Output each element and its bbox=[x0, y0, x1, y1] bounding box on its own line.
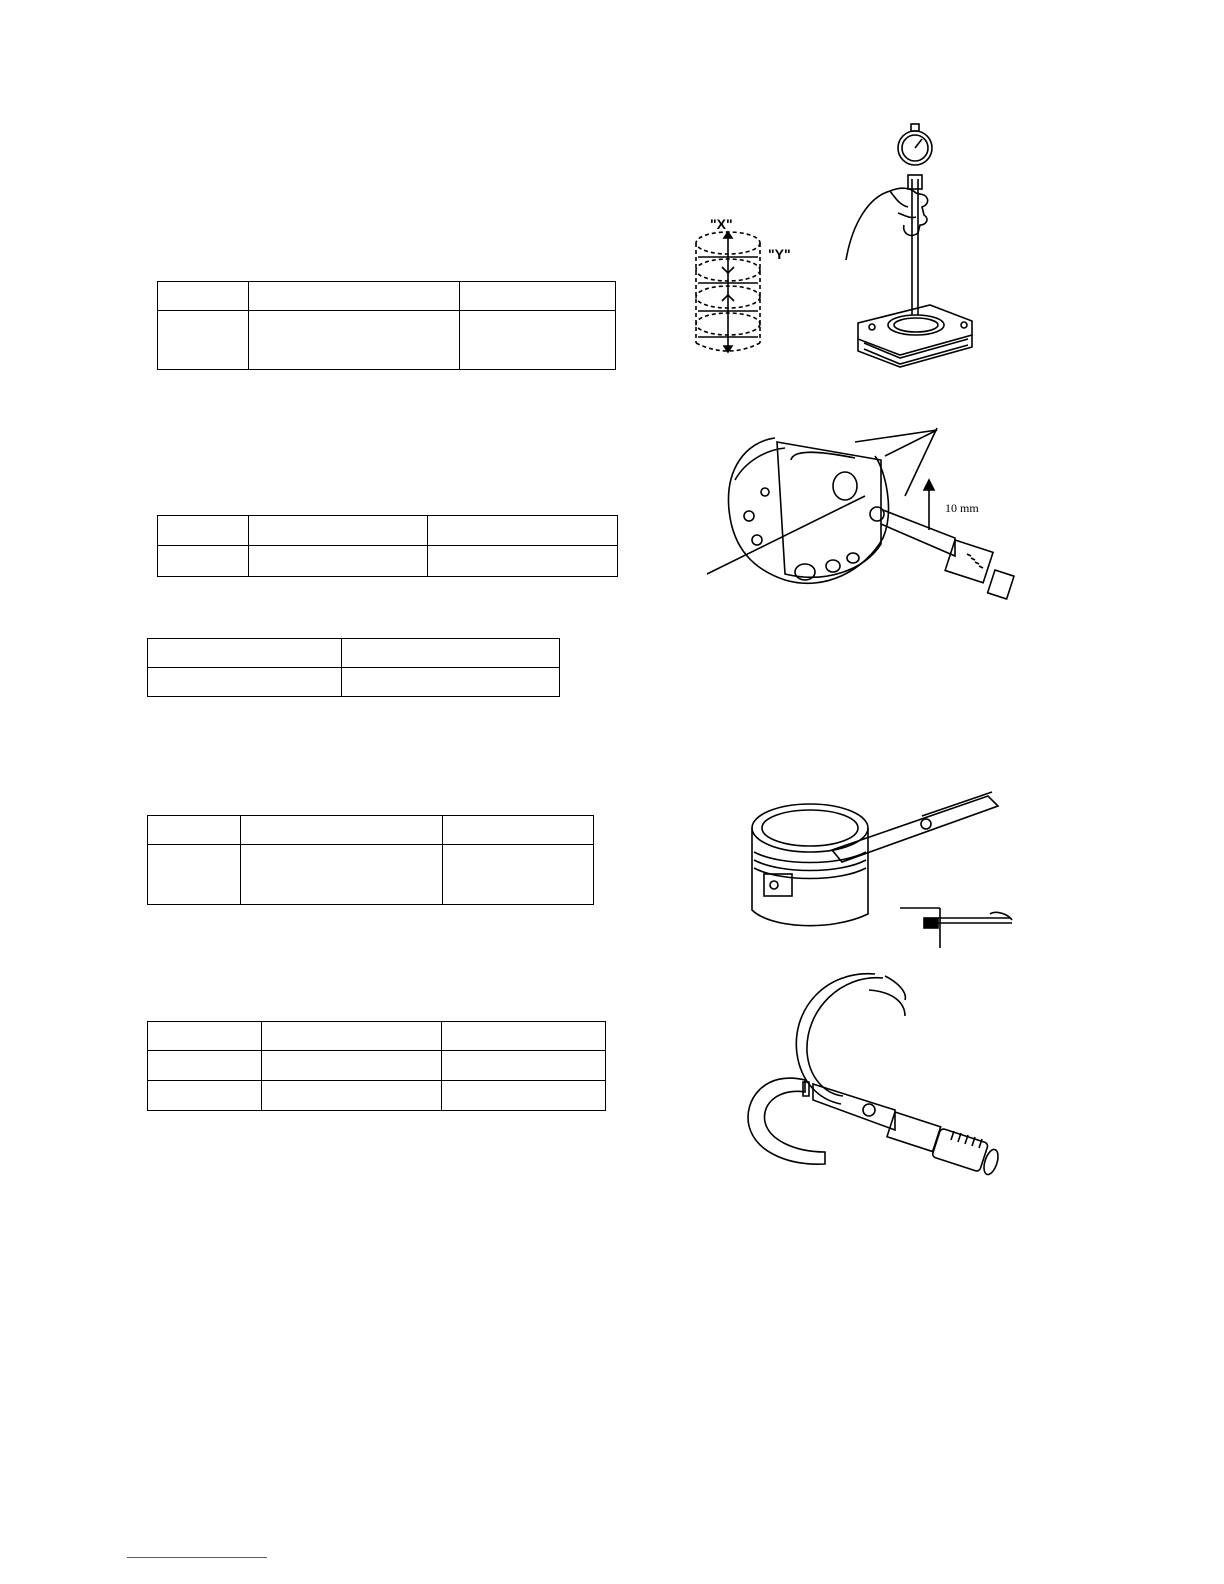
table-cell bbox=[249, 311, 460, 370]
table-cell bbox=[460, 311, 616, 370]
table-header-cell bbox=[428, 516, 618, 546]
table-cell bbox=[148, 1051, 262, 1081]
table-cell bbox=[262, 1051, 442, 1081]
table-cell bbox=[158, 546, 249, 577]
measurement-points-diagram bbox=[696, 216, 791, 352]
table-header-cell bbox=[342, 639, 560, 668]
micrometer-tool bbox=[870, 507, 1014, 599]
table-header-cell bbox=[443, 816, 594, 845]
table-header-cell bbox=[241, 816, 443, 845]
table-cell bbox=[148, 668, 342, 697]
table-cell bbox=[158, 311, 249, 370]
dimension-marker bbox=[855, 428, 979, 530]
micrometer-tool bbox=[748, 1078, 1001, 1176]
table-cell bbox=[442, 1081, 606, 1111]
dimension-label: 10 mm bbox=[945, 501, 979, 515]
figure-bore-gauge bbox=[680, 115, 1000, 365]
spec-table-piston-clearance bbox=[147, 638, 560, 697]
figure-ring-side-clearance bbox=[750, 790, 1030, 950]
figure-piston-micrometer bbox=[705, 420, 1035, 620]
table-header-cell bbox=[262, 1022, 442, 1051]
spec-table-ring-side-clearance bbox=[147, 815, 594, 905]
label-x: "X" bbox=[710, 216, 733, 232]
table-cell bbox=[443, 845, 594, 905]
table-cell bbox=[249, 546, 428, 577]
clearance-detail bbox=[900, 908, 1012, 948]
table-header-cell bbox=[158, 282, 249, 311]
label-y: "Y" bbox=[768, 246, 791, 262]
cylinder-block bbox=[858, 305, 972, 367]
table-cell bbox=[342, 668, 560, 697]
table-header-cell bbox=[249, 282, 460, 311]
hand-illustration bbox=[846, 188, 928, 260]
table-cell bbox=[148, 845, 241, 905]
spec-table-cylinder-bore bbox=[157, 281, 616, 370]
table-header-cell bbox=[148, 639, 342, 668]
table-header-cell bbox=[460, 282, 616, 311]
table-header-cell bbox=[249, 516, 428, 546]
table-cell bbox=[241, 845, 443, 905]
table-header-cell bbox=[442, 1022, 606, 1051]
piston bbox=[707, 438, 888, 583]
table-header-cell bbox=[158, 516, 249, 546]
footer-rule bbox=[127, 1557, 267, 1558]
piston-with-rings bbox=[752, 804, 868, 926]
table-cell bbox=[262, 1081, 442, 1111]
figure-ring-thickness bbox=[745, 970, 1005, 1180]
table-cell bbox=[428, 546, 618, 577]
feeler-gauge bbox=[832, 792, 998, 862]
table-header-cell bbox=[148, 1022, 262, 1051]
table-header-cell bbox=[148, 816, 241, 845]
table-cell bbox=[442, 1051, 606, 1081]
table-cell bbox=[148, 1081, 262, 1111]
spec-table-piston-diameter bbox=[157, 515, 618, 577]
spec-table-ring-thickness bbox=[147, 1021, 606, 1111]
